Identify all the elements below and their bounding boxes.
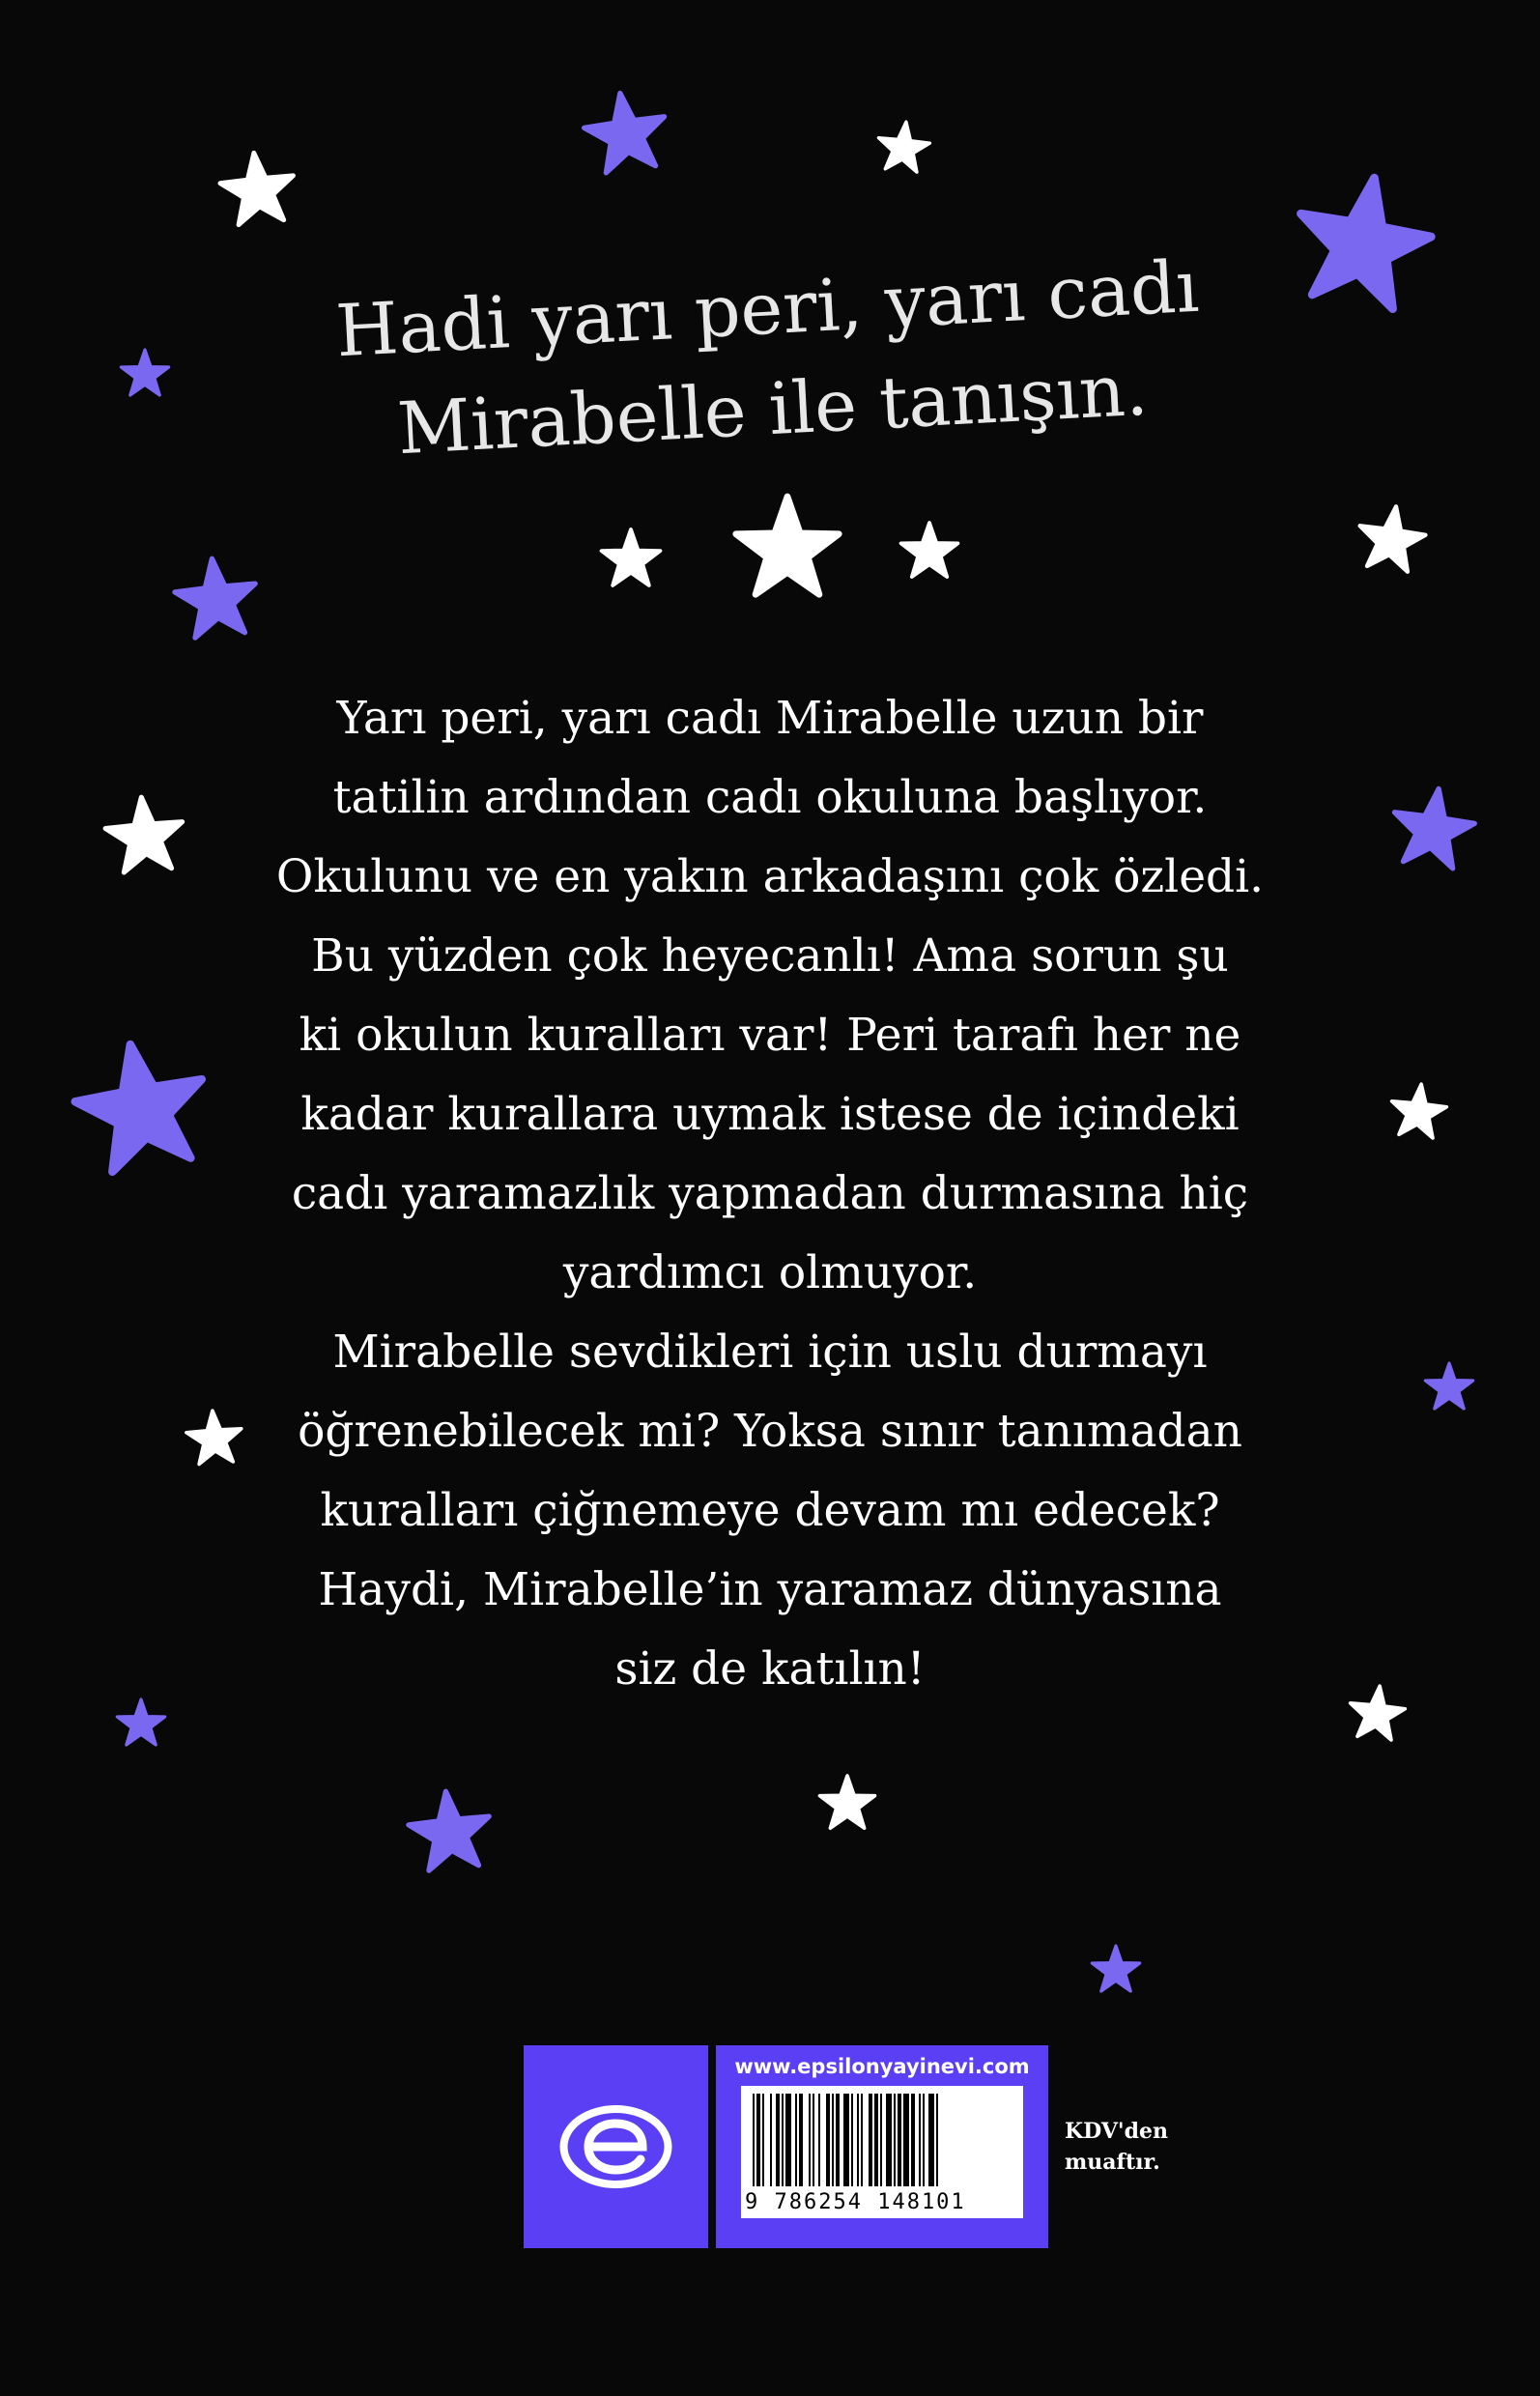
epsilon-e-logo-icon xyxy=(559,2104,672,2189)
barcode-bar xyxy=(874,2094,878,2186)
tax-exempt-note xyxy=(1065,2116,1168,2178)
barcode-bar xyxy=(753,2094,755,2186)
barcode-bar xyxy=(785,2094,791,2186)
barcode-bar xyxy=(795,2094,797,2186)
barcode-bar xyxy=(826,2094,830,2186)
barcode-icon xyxy=(751,2094,1013,2186)
barcode-bar xyxy=(869,2094,872,2186)
star-icon xyxy=(67,1034,214,1177)
star-icon xyxy=(1347,1683,1407,1741)
star-icon xyxy=(819,1776,874,1828)
blurb-line: Okulunu ve en yakın arkadaşını çok özledi. xyxy=(275,850,1265,903)
star-icon xyxy=(1287,166,1439,313)
barcode-bar xyxy=(813,2094,814,2186)
blurb-line: Bu yüzden çok heyecanlı! Ama sorun şu xyxy=(311,929,1229,983)
barcode-bar xyxy=(919,2094,921,2186)
star-icon xyxy=(901,523,958,577)
blurb-line: cadı yaramazlık yapmadan durmasına hiç xyxy=(291,1167,1249,1220)
star-icon xyxy=(121,350,168,395)
barcode-bar xyxy=(851,2094,853,2186)
blurb-line: kadar kurallara uymak istese de içindeki xyxy=(300,1088,1240,1141)
star-icon xyxy=(875,119,931,173)
tax-note-line: KDV'den xyxy=(1065,2119,1168,2144)
barcode-bar xyxy=(903,2094,909,2186)
star-icon xyxy=(217,149,298,226)
star-icon xyxy=(406,1787,495,1872)
star-icon xyxy=(580,88,670,175)
star-icon xyxy=(1425,1363,1472,1409)
star-icon xyxy=(1355,502,1429,574)
star-icon xyxy=(1092,1946,1139,1991)
barcode-bar xyxy=(898,2094,901,2186)
barcode-bar xyxy=(809,2094,811,2186)
isbn-barcode xyxy=(741,2086,1023,2218)
barcode-bar xyxy=(928,2094,934,2186)
barcode-bar xyxy=(776,2094,780,2186)
barcode-bar xyxy=(756,2094,760,2186)
blurb-line: siz de katılın! xyxy=(614,1642,926,1696)
blurb-text xyxy=(213,679,1327,1709)
barcode-bar xyxy=(857,2094,859,2186)
star-icon xyxy=(736,497,840,594)
barcode-bar xyxy=(923,2094,925,2186)
blurb-line: tatilin ardından cadı okuluna başlıyor. xyxy=(332,771,1208,824)
isbn-number: 9 786254 148101 xyxy=(745,2190,966,2214)
barcode-bar xyxy=(770,2094,772,2186)
tagline-line: Mirabelle ile tanışın. xyxy=(395,348,1151,471)
barcode-bar xyxy=(886,2094,892,2186)
blurb-line: kuralları çiğnemeye devam mı edecek? xyxy=(320,1484,1220,1537)
blurb-line: yardımcı olmuyor. xyxy=(562,1246,978,1299)
publisher-logo-box xyxy=(524,2045,708,2248)
publisher-website[interactable]: www.epsilonyayinevi.com xyxy=(734,2055,1030,2078)
star-icon xyxy=(602,529,661,585)
barcode-bar xyxy=(818,2094,820,2186)
blurb-line: Haydi, Mirabelle’in yaramaz dünyasına xyxy=(318,1563,1222,1616)
star-icon xyxy=(117,1699,164,1745)
blurb-line: öğrenebilecek mi? Yoksa sınır tanımadan xyxy=(298,1405,1242,1458)
barcode-bar xyxy=(936,2094,938,2186)
star-icon xyxy=(103,794,186,874)
barcode-bar xyxy=(762,2094,764,2186)
barcode-bar xyxy=(880,2094,882,2186)
barcode-bar xyxy=(832,2094,834,2186)
barcode-bar xyxy=(843,2094,849,2186)
tagline-line: Hadi yarı peri, yarı cadı xyxy=(333,244,1201,374)
blurb-line: Mirabelle sevdikleri için uslu durmayı xyxy=(332,1326,1208,1379)
star-icon xyxy=(1388,784,1479,870)
barcode-box xyxy=(716,2045,1048,2248)
blurb-line: ki okulun kuralları var! Peri tarafı her ne xyxy=(299,1009,1241,1062)
star-icon xyxy=(172,555,261,640)
barcode-bar xyxy=(861,2094,863,2186)
barcode-bar xyxy=(911,2094,915,2186)
tax-note-line: muaftır. xyxy=(1065,2150,1160,2175)
barcode-bar xyxy=(836,2094,840,2186)
barcode-bar xyxy=(799,2094,803,2186)
blurb-line: Yarı peri, yarı cadı Mirabelle uzun bir xyxy=(336,692,1204,745)
star-icon xyxy=(1388,1081,1448,1139)
barcode-bar xyxy=(894,2094,896,2186)
barcode-bar xyxy=(782,2094,784,2186)
